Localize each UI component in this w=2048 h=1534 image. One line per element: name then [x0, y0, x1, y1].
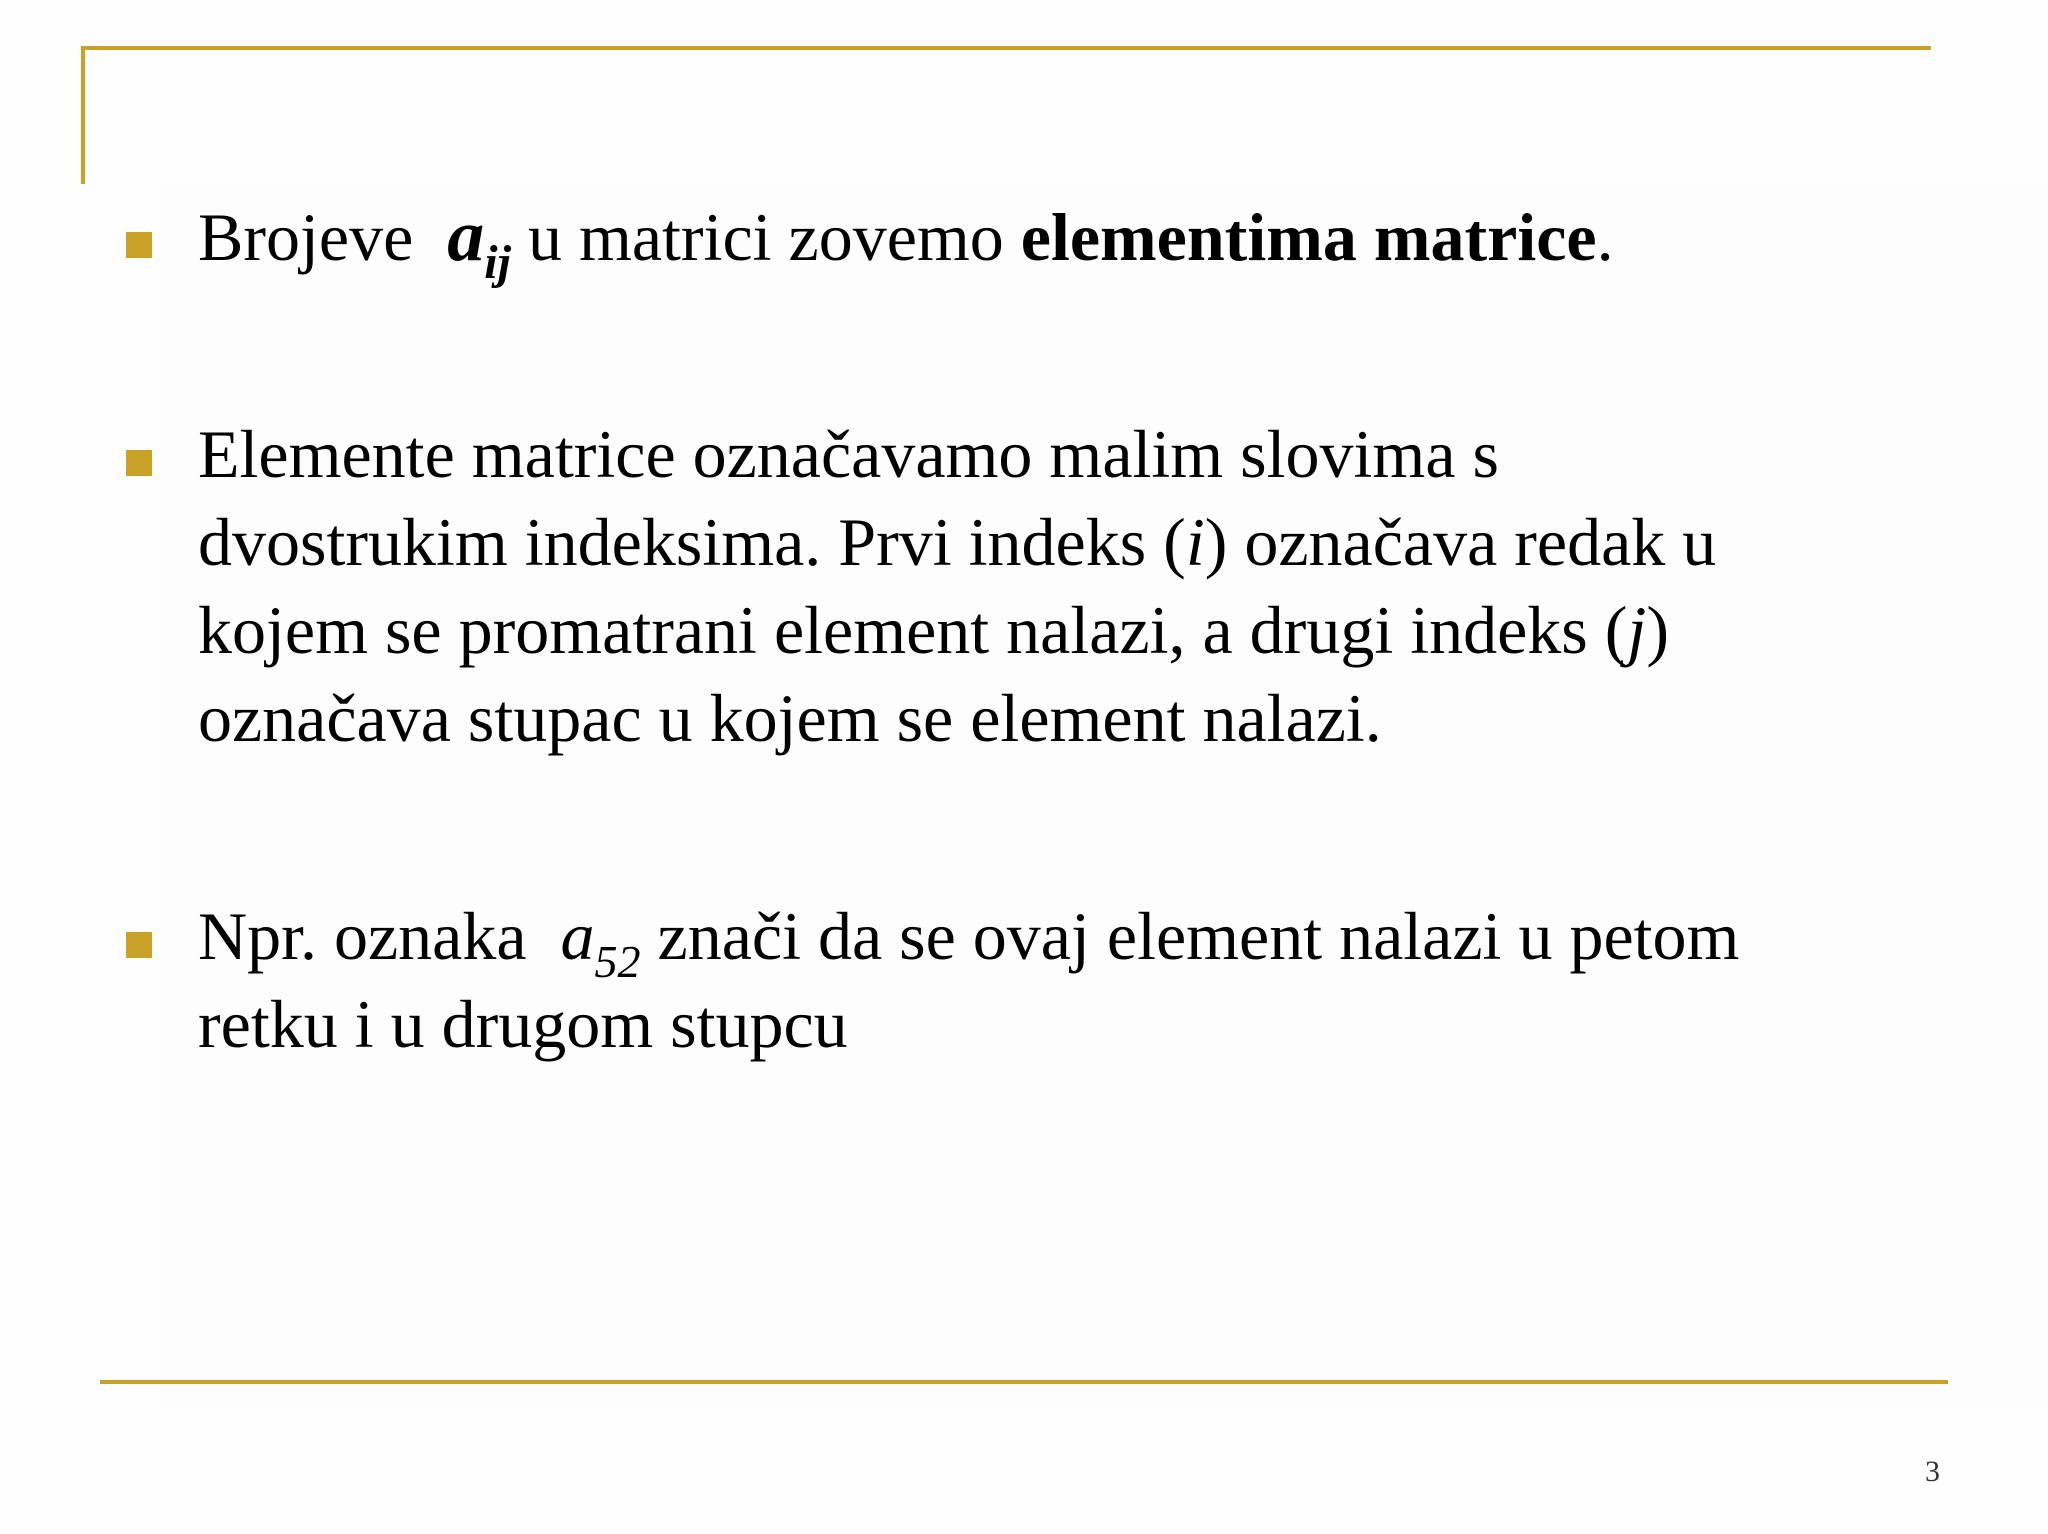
bullet-3-pre: Npr. oznaka	[198, 898, 527, 974]
bullet-1-pre: Brojeve	[198, 199, 414, 275]
bullet-text-2-line-1: Elemente matrice označavamo malim slovima s	[198, 416, 1499, 492]
bullet-1-mid: u matrici zovemo	[527, 199, 1004, 275]
bullet-item-2	[120, 410, 1950, 770]
bullet-text-1	[198, 192, 1958, 289]
math-variable-a: a	[447, 195, 485, 277]
math-subscript-ij: ij	[484, 236, 511, 289]
math-subscript-52: 52	[594, 936, 641, 987]
bullet-text-2-line-2	[198, 498, 1958, 586]
square-bullet-icon	[126, 450, 152, 476]
index-j: j	[1627, 592, 1647, 668]
bullet-item-3	[120, 892, 1950, 1082]
index-i: i	[1185, 504, 1205, 580]
bullet-3-post: znači da se ovaj element nalazi u petom	[657, 898, 1740, 974]
bullet-2-line-3-part-a: kojem se promatrani element nalazi, a drugi indeks (	[198, 592, 1628, 668]
page-number: 3	[1925, 1455, 1940, 1488]
bullet-item-1	[120, 192, 1950, 292]
bullet-text-3-line-2: retku i u drugom stupcu	[198, 986, 848, 1062]
bullet-2-line-2-part-b: ) označava redak u	[1204, 504, 1717, 580]
bottom-decorative-rule	[100, 1380, 1948, 1384]
left-decorative-rule	[81, 46, 85, 184]
square-bullet-icon	[126, 232, 152, 258]
bullet-2-line-3-part-b: )	[1646, 592, 1669, 668]
content-area	[160, 185, 2048, 1405]
top-decorative-rule	[81, 46, 1931, 50]
bullet-2-line-2-part-a: dvostrukim indeksima. Prvi indeks (	[198, 504, 1186, 580]
bullet-1-post: .	[1596, 199, 1614, 275]
square-bullet-icon	[126, 932, 152, 958]
bullet-text-2-line-3	[198, 586, 1958, 674]
math-variable-a: a	[560, 898, 595, 974]
bullet-1-bold-term: elementima matrice	[1020, 199, 1597, 275]
bullet-text-2-line-4: označava stupac u kojem se element nalazi.	[198, 680, 1382, 756]
bullet-text-3-line-1	[198, 892, 1958, 988]
